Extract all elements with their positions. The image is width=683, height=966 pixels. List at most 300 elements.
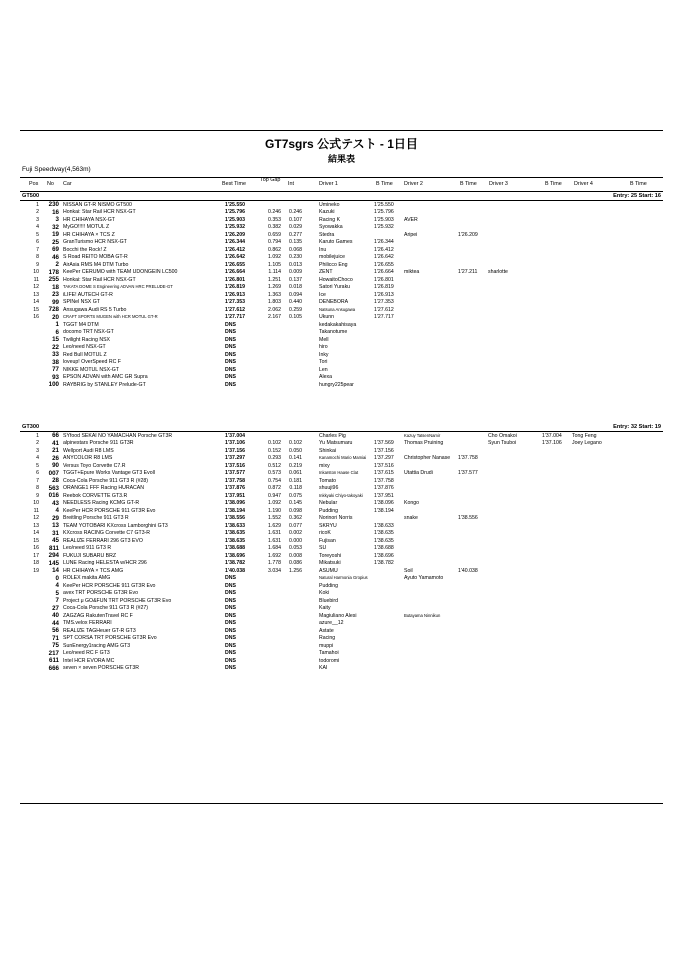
row-pos: 14 <box>33 530 39 536</box>
row-pos: 11 <box>33 276 39 283</box>
row-interval: 0.000 <box>289 537 302 544</box>
row-driver1: Satori Yuraku <box>319 284 351 290</box>
row-driver1: Pudding <box>319 507 339 514</box>
table-row <box>20 246 663 254</box>
row-driver1: Fujisan <box>319 537 336 544</box>
row-best-time: 1'37.156 <box>225 447 245 454</box>
row-car-name: TEAM YOTOBARI KXcross Lamborghini GT3 <box>63 522 168 529</box>
table-row <box>20 642 663 650</box>
row-car-name: TGGT M4 DTM <box>63 321 99 328</box>
table-row <box>20 432 663 440</box>
row-pos: 10 <box>33 500 39 506</box>
table-row <box>20 635 663 643</box>
row-best-time: 1'25.932 <box>225 224 245 230</box>
row-btime2: 1'37.577 <box>458 470 478 476</box>
row-driver2: snake <box>404 515 418 521</box>
table-row <box>20 492 663 500</box>
row-interval: 0.018 <box>289 284 302 290</box>
header-pos: Pos <box>29 181 39 187</box>
row-pos: 6 <box>36 470 39 476</box>
row-interval: 0.061 <box>289 470 302 476</box>
table-row <box>20 507 663 515</box>
row-best-time: DNS <box>225 597 236 604</box>
row-pos: 16 <box>33 545 39 551</box>
row-interval: 0.098 <box>289 507 302 514</box>
row-btime1: 1'25.550 <box>374 201 394 208</box>
row-driver4: Tong Feng <box>572 432 597 439</box>
row-best-time: DNS <box>225 605 236 611</box>
table-row <box>20 351 663 359</box>
row-best-time: 1'38.556 <box>225 515 245 521</box>
row-driver1: Bluebird <box>319 597 339 604</box>
gt300-class-label: GT300 <box>22 424 40 430</box>
row-btime1: 1'37.876 <box>374 485 394 491</box>
row-car-name: S Road REITO MOBA GT-R <box>63 254 128 260</box>
table-row <box>20 500 663 508</box>
row-driver2: Kongo <box>404 500 420 506</box>
row-best-time: DNS <box>225 329 236 335</box>
row-best-time: 1'25.796 <box>225 209 245 215</box>
row-best-time: DNS <box>225 665 236 671</box>
row-car-number: 18 <box>52 283 59 291</box>
row-car-number: 29 <box>52 514 59 522</box>
row-driver1: hungry225pear <box>319 381 354 388</box>
row-car-number: 23 <box>52 291 59 298</box>
row-btime1: 1'37.615 <box>374 470 394 476</box>
row-interval: 0.094 <box>289 291 302 298</box>
row-best-time: 1'26.664 <box>225 269 245 275</box>
row-car-name: avex TRT PORSCHE GT3R Evo <box>63 590 138 596</box>
row-best-time: DNS <box>225 582 236 589</box>
row-interval: 0.077 <box>289 522 302 529</box>
table-row <box>20 254 663 262</box>
row-driver1: Tori <box>319 359 328 365</box>
row-pos: 3 <box>36 216 39 223</box>
row-car-name: KeePer HCR PORSCHE 911 GT3R Evo <box>63 507 156 514</box>
column-header-row <box>20 177 663 192</box>
row-car-name: SYfood SEKAI NO YAMACHAN Porsche GT3R <box>63 432 173 439</box>
row-car-number: 69 <box>52 246 59 253</box>
row-car-number: 007 <box>48 469 59 477</box>
row-pos: 9 <box>36 261 39 268</box>
table-row <box>20 299 663 307</box>
row-btime2: 1'37.758 <box>458 455 478 461</box>
row-car-name: Twilight Racing NSX <box>63 336 110 343</box>
row-car-number: 90 <box>52 462 59 469</box>
row-btime1: 1'25.903 <box>374 216 394 223</box>
row-driver1: Tamahoi <box>319 650 339 656</box>
row-top-gap: 0.754 <box>268 477 281 484</box>
row-driver1: ASUMU <box>319 567 338 574</box>
row-car-number: 28 <box>52 477 59 484</box>
row-interval: 0.009 <box>289 269 302 275</box>
row-pos: 12 <box>33 284 39 290</box>
row-top-gap: 1.190 <box>268 507 281 514</box>
row-btime1: 1'38.696 <box>374 552 394 559</box>
row-btime1: 1'38.096 <box>374 500 394 506</box>
row-top-gap: 0.353 <box>268 216 281 223</box>
row-driver1: mixy <box>319 462 330 469</box>
row-car-name: Honkai: Star Rail HCR NSX-GT <box>63 209 136 215</box>
table-row <box>20 560 663 568</box>
row-btime1: 1'27.353 <box>374 299 394 305</box>
table-row <box>20 269 663 277</box>
row-top-gap: 0.152 <box>268 447 281 454</box>
row-interval: 0.277 <box>289 231 302 238</box>
table-row <box>20 284 663 292</box>
table-row <box>20 216 663 224</box>
header-best-time: Best Time <box>222 181 246 187</box>
row-best-time: 1'38.635 <box>225 530 245 536</box>
row-pos: 2 <box>36 209 39 215</box>
row-car-name: SunEnergy1racing AMG GT3 <box>63 642 131 649</box>
row-top-gap: 0.862 <box>268 246 281 253</box>
row-car-name: Coca-Cola Porsche 911 GT3 R (#28) <box>63 477 148 484</box>
row-interval: 0.118 <box>289 485 302 491</box>
row-car-number: 43 <box>52 499 59 507</box>
row-interval: 0.141 <box>289 455 302 461</box>
row-driver1: KAI <box>319 665 328 671</box>
row-driver2: Utattia Drudi <box>404 470 433 476</box>
row-best-time: DNS <box>225 612 236 619</box>
row-btime1: 1'26.344 <box>374 239 394 245</box>
table-row <box>20 239 663 247</box>
row-best-time: 1'37.758 <box>225 477 245 484</box>
row-best-time: 1'37.577 <box>225 470 245 476</box>
row-best-time: 1'38.696 <box>225 552 245 559</box>
page-subtitle: 結果表 <box>327 154 355 164</box>
table-row <box>20 291 663 299</box>
row-interval: 0.008 <box>289 552 302 559</box>
row-btime1: 1'37.951 <box>374 492 394 499</box>
row-car-name: KeePer CERUMO with TEAM UDONGEIN LC500 <box>63 269 178 275</box>
row-best-time: 1'27.612 <box>225 306 245 313</box>
table-row <box>20 209 663 217</box>
row-driver1: Karuto Games <box>319 239 353 245</box>
row-car-number: 2 <box>55 261 59 268</box>
row-car-number: 21 <box>52 447 59 454</box>
row-pos: 9 <box>36 492 39 499</box>
row-car-number: 19 <box>52 231 59 238</box>
row-pos: 11 <box>33 507 39 514</box>
row-best-time: DNS <box>225 635 236 641</box>
gt500-section <box>20 192 663 389</box>
table-row <box>20 485 663 493</box>
row-driver1: kedakakahisaya <box>319 321 357 328</box>
row-car-name: REALIZE TAGHeuer GT-R GT3 <box>63 627 136 634</box>
row-car-number: 15 <box>52 336 59 343</box>
row-best-time: 1'26.642 <box>225 254 245 260</box>
row-driver1: shuuji96 <box>319 485 339 491</box>
table-row <box>20 575 663 583</box>
row-btime1: 1'38.194 <box>374 507 394 514</box>
row-driver1: Tomato <box>319 477 337 484</box>
row-interval: 0.075 <box>289 492 302 499</box>
row-best-time: DNS <box>225 620 236 626</box>
row-car-number: 666 <box>48 664 59 672</box>
row-best-time: 1'26.344 <box>225 239 245 245</box>
row-pos: 15 <box>33 537 39 544</box>
row-car-number: 145 <box>48 559 59 567</box>
row-top-gap: 1.803 <box>268 299 281 305</box>
header-btime1: B Time <box>376 181 393 187</box>
row-driver1: Inky <box>319 351 329 358</box>
row-driver1: Yu Matsumaru <box>319 440 353 446</box>
row-top-gap: 1.778 <box>268 560 281 566</box>
table-row <box>20 530 663 538</box>
row-car-name: KeePer HCR PORSCHE 911 GT3R Evo <box>63 582 156 589</box>
table-row <box>20 381 663 389</box>
row-top-gap: 1.631 <box>268 530 281 536</box>
row-car-number: 5 <box>55 589 59 597</box>
row-driver1: ricoK <box>319 530 331 536</box>
row-car-number: 14 <box>52 567 59 574</box>
row-best-time: DNS <box>225 650 236 656</box>
header-top-gap: Top Gap <box>260 177 281 183</box>
row-top-gap: 0.947 <box>268 492 281 499</box>
row-btime1: 1'38.635 <box>374 537 394 544</box>
row-car-number: 3 <box>55 216 59 223</box>
row-btime1: 1'25.932 <box>374 224 394 230</box>
row-top-gap: 0.872 <box>268 485 281 491</box>
row-driver1: Alexa <box>319 374 332 380</box>
header-int: Int <box>288 181 294 187</box>
row-car-number: 25 <box>52 238 59 246</box>
row-pos: 4 <box>36 224 39 230</box>
row-interval: 0.002 <box>289 530 302 536</box>
row-car-number: 294 <box>48 552 59 559</box>
row-car-name: Red Bull MOTUL Z <box>63 351 107 358</box>
row-car-name: REALIZE FERRARI 296 GT3 EVO <box>63 537 143 544</box>
row-top-gap: 2.062 <box>268 306 281 313</box>
row-interval: 0.259 <box>289 306 302 313</box>
row-best-time: 1'26.209 <box>225 231 245 238</box>
row-car-number: 22 <box>52 343 59 351</box>
row-interval: 0.135 <box>289 239 302 245</box>
row-car-number: 4 <box>55 582 59 589</box>
row-driver1: Magiuliano Alesi <box>319 612 357 619</box>
row-best-time: 1'37.004 <box>225 432 245 439</box>
row-car-name: ORANGE1 FFF Racing HURACAN <box>63 485 144 491</box>
table-row <box>20 665 663 673</box>
row-car-number: 77 <box>52 366 59 373</box>
row-top-gap: 0.512 <box>268 462 281 469</box>
row-best-time: 1'25.550 <box>225 201 245 208</box>
header-btime2: B Time <box>460 181 477 187</box>
row-best-time: DNS <box>225 627 236 634</box>
row-best-time: 1'37.516 <box>225 462 245 469</box>
table-row <box>20 276 663 284</box>
row-btime1: 1'38.633 <box>374 522 394 529</box>
row-driver1: DENEBORA <box>319 299 349 305</box>
row-car-number: 31 <box>52 529 59 537</box>
row-best-time: DNS <box>225 359 236 365</box>
row-btime1: 1'37.297 <box>374 455 394 461</box>
table-row <box>20 552 663 560</box>
row-pos: 1 <box>36 432 39 439</box>
row-best-time: 1'27.717 <box>225 314 245 320</box>
row-pos: 16 <box>33 314 39 320</box>
row-pos: 8 <box>36 485 39 491</box>
row-interval: 0.145 <box>289 500 302 506</box>
table-row <box>20 620 663 628</box>
row-car-name: NISSAN GT-R NISMO GT500 <box>63 201 132 208</box>
row-best-time: DNS <box>225 381 236 388</box>
table-row <box>20 515 663 523</box>
row-best-time: 1'38.635 <box>225 537 245 544</box>
table-row <box>20 359 663 367</box>
row-driver2: Thomas Pruining <box>404 440 444 446</box>
row-car-name: Leo/need 911 GT3 R <box>63 545 112 551</box>
row-best-time: DNS <box>225 336 236 343</box>
row-btime1: 1'38.782 <box>374 560 394 566</box>
row-btime1: 1'37.156 <box>374 447 394 454</box>
table-row <box>20 329 663 337</box>
row-car-number: 13 <box>52 522 59 529</box>
table-row <box>20 261 663 269</box>
row-driver1: Shinkai <box>319 447 337 454</box>
row-car-number: 32 <box>52 223 59 231</box>
row-driver1: Natsuna Ansugawa <box>319 306 356 312</box>
row-btime1: 1'27.717 <box>374 314 394 320</box>
row-car-name: Coca-Cola Porsche 911 GT3 R (#27) <box>63 605 148 611</box>
row-driver1: ZENT <box>319 269 333 275</box>
row-car-name: Honkai: Star Rail HCR NSX-GT <box>63 276 136 283</box>
table-row <box>20 455 663 463</box>
row-driver1: HowaitoChoco <box>319 276 353 283</box>
row-car-name: CRAFT SPORTS MUGEN with HCR MOTUL GT-R <box>63 314 158 319</box>
row-driver2: Butayama Ninnikun <box>404 612 441 618</box>
row-driver4: Joey Legano <box>572 440 602 446</box>
row-top-gap: 1.114 <box>268 269 281 275</box>
row-car-number: 33 <box>52 351 59 358</box>
row-driver1: Toreyoshi <box>319 552 342 559</box>
row-car-name: Leo/need NSX-GT <box>63 344 106 350</box>
row-driver1: Astate <box>319 627 334 634</box>
table-row <box>20 462 663 470</box>
row-car-name: Breitling Porsche 911 GT3 R <box>63 515 129 521</box>
row-car-name: AirAsia RMS M4 DTM Turbo <box>63 261 129 268</box>
row-car-number: 41 <box>52 439 59 447</box>
row-car-number: 38 <box>52 358 59 366</box>
row-best-time: 1'40.038 <box>225 567 245 574</box>
table-row <box>20 590 663 598</box>
header-btime4: B Time <box>630 181 647 187</box>
row-pos: 18 <box>33 560 39 566</box>
gt300-section <box>20 423 663 672</box>
row-car-name: NEEDLESS Racing KCMG GT-R <box>63 500 140 506</box>
gt500-section-header <box>20 192 663 201</box>
gt300-entry-count: Entry: 32 Start: 19 <box>613 424 661 430</box>
row-best-time: 1'26.412 <box>225 246 245 253</box>
row-driver1: Len <box>319 366 328 373</box>
row-driver1: Racing K <box>319 216 341 223</box>
row-driver2: Aripei <box>404 231 418 238</box>
row-best-time: DNS <box>225 575 236 581</box>
row-car-number: 40 <box>52 612 59 619</box>
table-row <box>20 605 663 613</box>
venue-label: Fuji Speedway(4,563m) <box>22 166 91 173</box>
row-pos: 1 <box>36 201 39 208</box>
table-row <box>20 314 663 322</box>
row-pos: 4 <box>36 455 39 461</box>
row-driver1: Kaity <box>319 605 331 611</box>
row-driver1: mobilejuice <box>319 254 345 260</box>
row-driver1: Philicco Eng <box>319 261 348 268</box>
row-car-number: 27 <box>52 604 59 612</box>
row-interval: 0.050 <box>289 447 302 454</box>
row-btime1: 1'37.758 <box>374 477 394 484</box>
table-row <box>20 374 663 382</box>
row-interval: 0.068 <box>289 246 302 253</box>
row-car-number: 1 <box>55 321 59 328</box>
row-best-time: 1'37.876 <box>225 485 245 491</box>
row-car-number: 16 <box>52 208 59 216</box>
row-driver1: Ukunn <box>319 314 334 320</box>
table-row <box>20 537 663 545</box>
row-best-time: 1'26.655 <box>225 261 245 268</box>
table-row <box>20 440 663 448</box>
header-driver4: Driver 4 <box>574 181 593 187</box>
row-car-number: 75 <box>52 642 59 649</box>
row-driver1: Mell <box>319 336 329 343</box>
row-interval: 0.053 <box>289 545 302 551</box>
row-car-number: 71 <box>52 634 59 642</box>
gt500-rows <box>20 201 663 389</box>
row-btime1: 1'26.664 <box>374 269 394 275</box>
row-driver1: hiro <box>319 344 328 350</box>
row-car-name: Reebok CORVETTE GT3.R <box>63 492 128 499</box>
row-top-gap: 1.552 <box>268 515 281 521</box>
row-interval: 0.362 <box>289 515 302 521</box>
table-row <box>20 344 663 352</box>
row-car-name: RAYBRIG by STANLEY Prelude-GT <box>63 381 146 388</box>
row-car-number: 56 <box>52 627 59 634</box>
row-btime1: 1'37.569 <box>374 440 394 446</box>
row-btime2: 1'40.038 <box>458 567 478 574</box>
row-car-number: 99 <box>52 298 59 306</box>
table-row <box>20 657 663 665</box>
row-best-time: DNS <box>225 351 236 358</box>
table-row <box>20 224 663 232</box>
row-interval: 0.230 <box>289 254 302 260</box>
row-car-name: Bocchi the Rock! Z <box>63 246 107 253</box>
row-top-gap: 0.102 <box>268 440 281 446</box>
row-car-name: ANYCOLOR R8 LMS <box>63 455 113 461</box>
page-title: GT7sgrs 公式テスト - 1日目 <box>265 137 418 151</box>
row-pos: 12 <box>33 515 39 521</box>
row-top-gap: 0.659 <box>268 231 281 238</box>
row-btime1: 1'25.796 <box>374 209 394 215</box>
row-btime1: 1'26.819 <box>374 284 394 290</box>
row-driver1: Racing <box>319 635 336 641</box>
row-car-name: GranTurismo HCR NSX-GT <box>63 239 127 245</box>
table-row <box>20 470 663 478</box>
row-btime1: 1'27.612 <box>374 306 394 313</box>
row-top-gap: 0.573 <box>268 470 281 476</box>
row-btime2: 1'38.556 <box>458 515 478 521</box>
row-best-time: 1'25.903 <box>225 216 245 223</box>
row-top-gap: 1.631 <box>268 537 281 544</box>
row-best-time: DNS <box>225 321 236 328</box>
row-car-number: 20 <box>52 313 59 321</box>
row-car-name: loveup! OverSpeed RC F <box>63 359 121 365</box>
table-row <box>20 231 663 239</box>
row-pos: 7 <box>36 246 39 253</box>
row-car-number: 217 <box>48 649 59 657</box>
row-car-number: 611 <box>49 657 59 664</box>
row-car-name: HR CHIHAYA NSX-GT <box>63 216 115 223</box>
